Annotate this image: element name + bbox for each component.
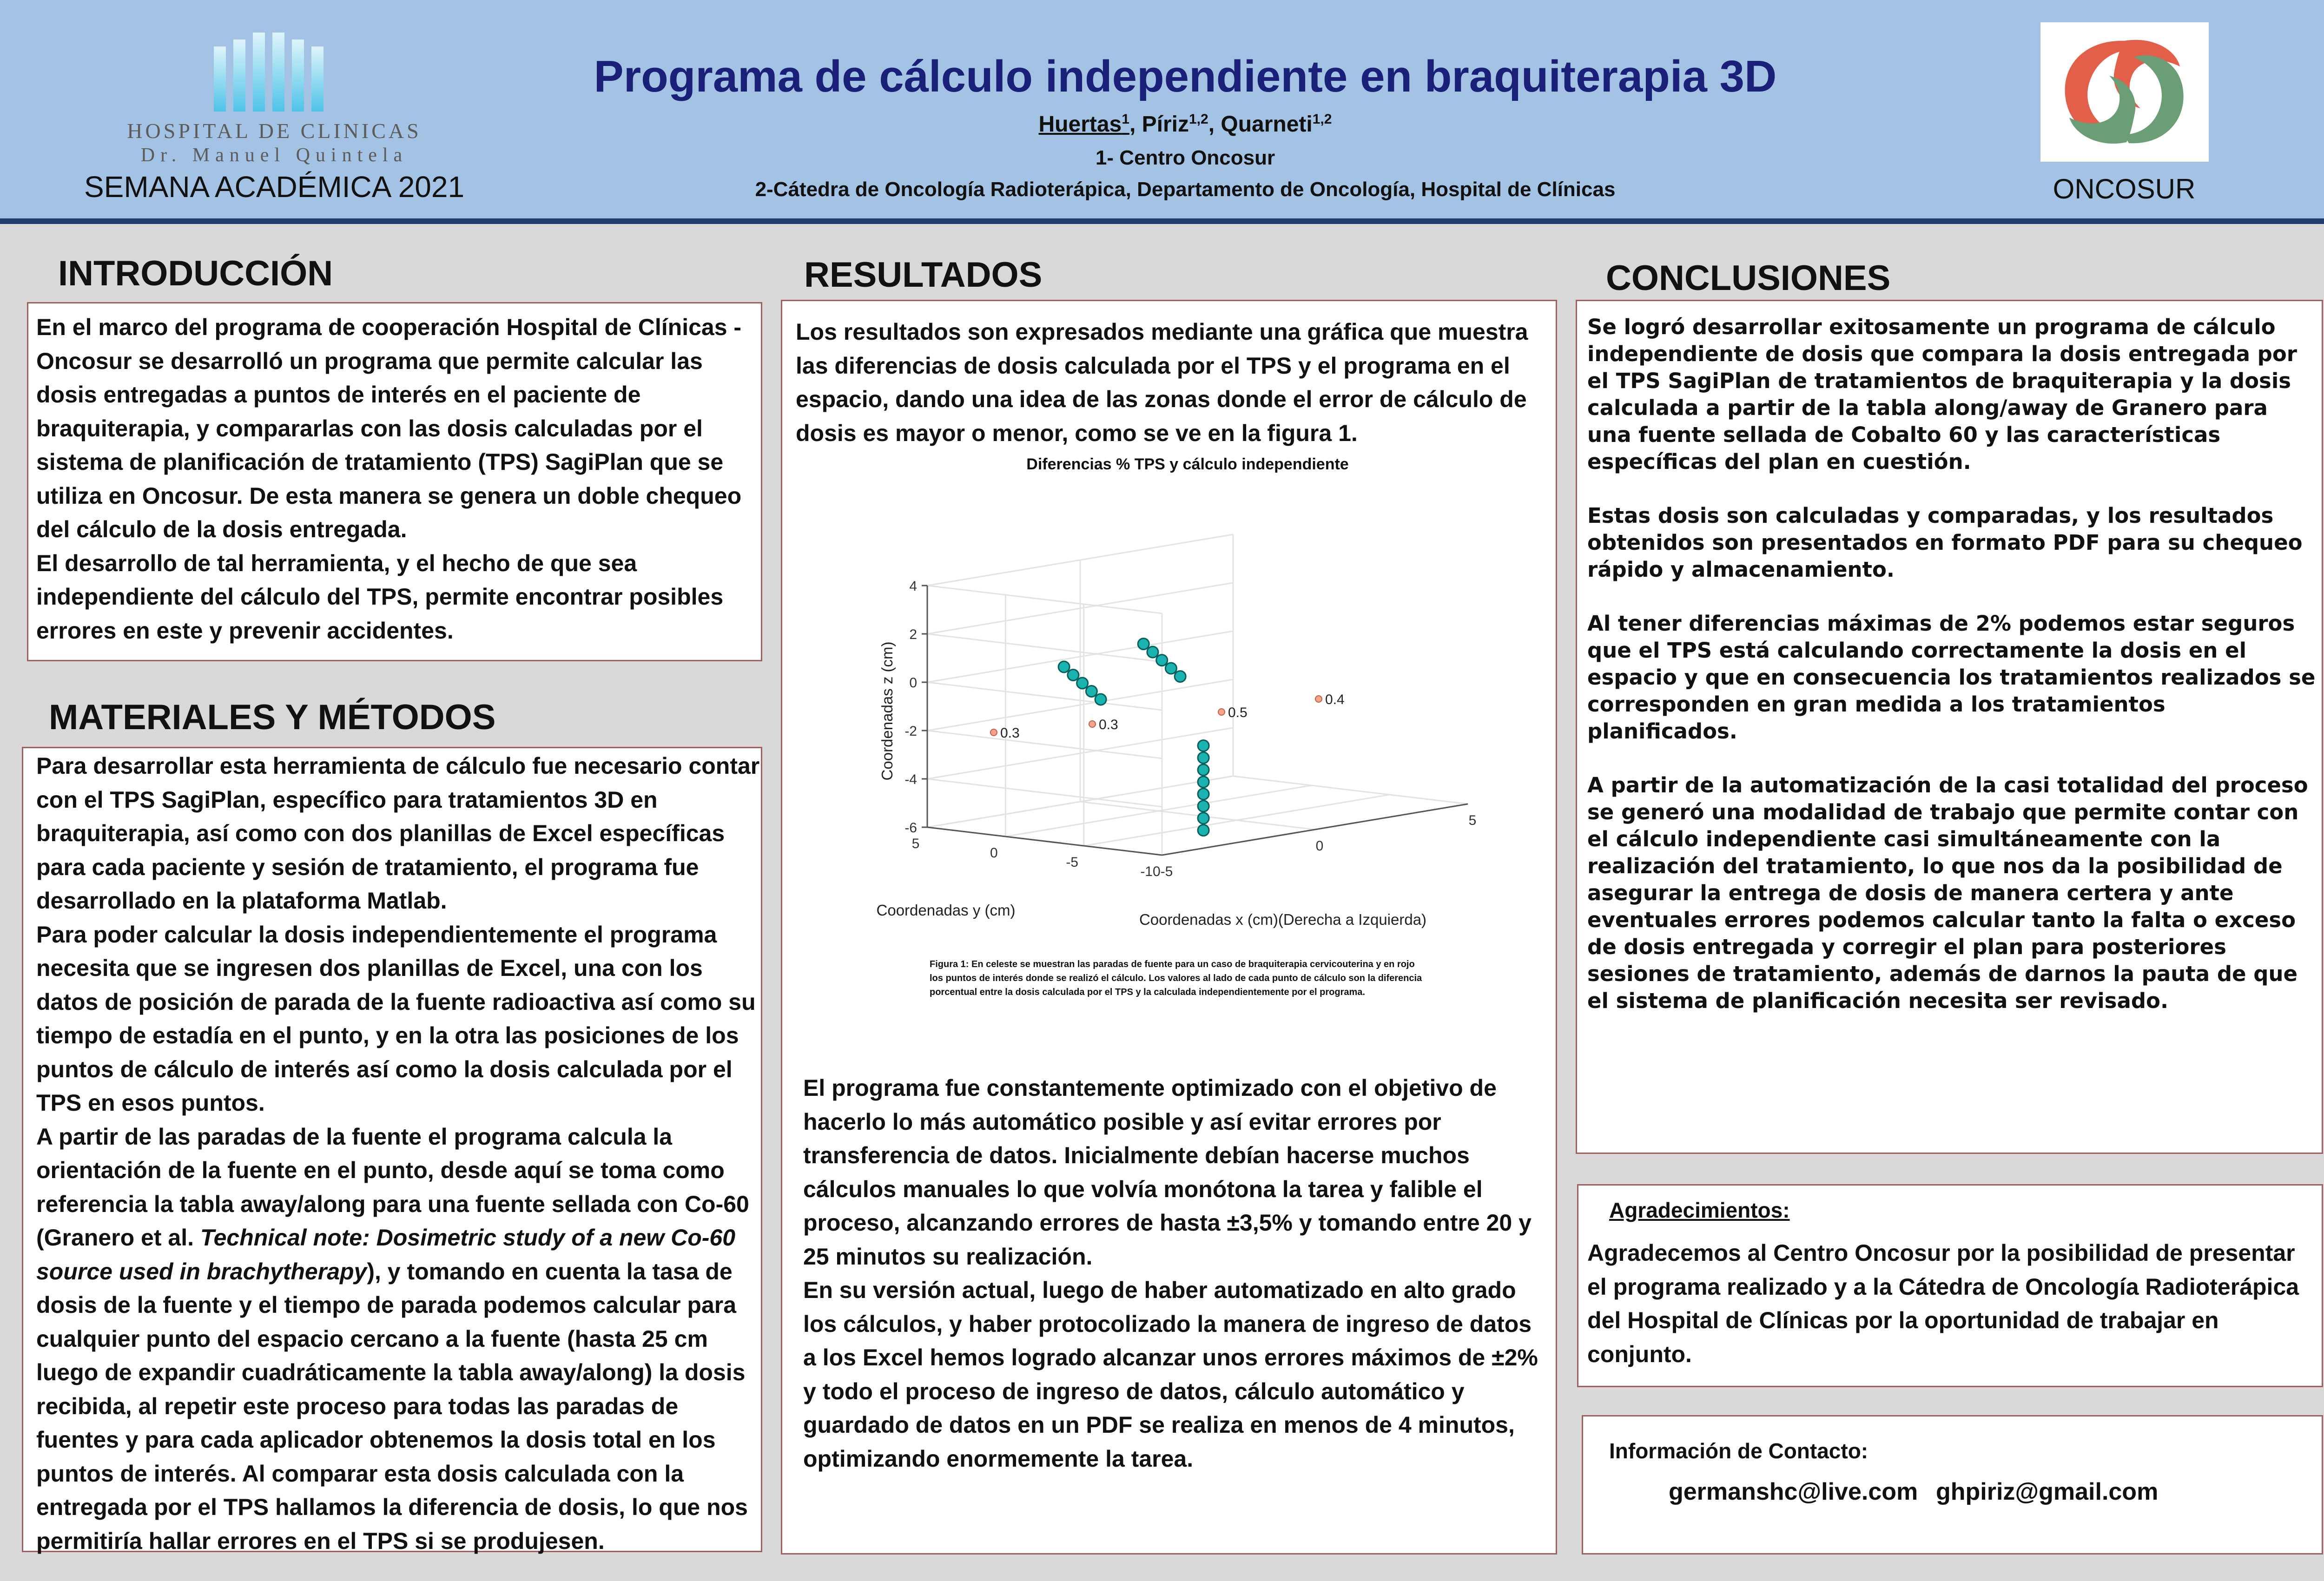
author-name: Píriz — [1142, 112, 1189, 137]
hospital-name: HOSPITAL DE CLINICAS — [127, 119, 422, 143]
z-axis-label: Coordenadas z (cm) — [878, 641, 896, 781]
source-stop-point — [1147, 646, 1158, 658]
calc-point-label: 0.5 — [1228, 705, 1248, 720]
reference-title: Technical note: Dosimetric study of a new Co-60 source used in brachytherapy — [36, 1225, 736, 1285]
figure-caption: Figura 1: En celeste se muestran las paradas de fuente para un caso de braquiterapia cervicouterina y en rojo los puntos de interés donde se realizó el cálculo. Los valores al lado de cada punto de cálculo son la diferencia porcentual entre la dosis calculada por el TPS y la calculada independientemente por el programa. — [930, 959, 1422, 997]
chart-title: Diferencias % TPS y cálculo independiente — [1026, 455, 1349, 473]
contact-email[interactable]: ghpiriz@gmail.com — [1936, 1478, 2159, 1505]
source-stop-point — [1165, 663, 1176, 674]
intro-paragraph: El desarrollo de tal herramienta, y el hecho de que sea independiente del cálculo del TPS, permite encontrar posibles errores en este y prevenir accidentes. — [36, 550, 724, 644]
y-tick-label: -5 — [1066, 855, 1079, 870]
z-tick-label: 4 — [909, 579, 917, 594]
acknowledgements-heading: Agradecimientos: — [1609, 1198, 1790, 1222]
hospital-clinicas-logo — [116, 28, 432, 167]
poster-title: Programa de cálculo independiente en braquiterapia 3D — [594, 52, 1777, 101]
y-tick-label: 5 — [911, 836, 920, 851]
author-affiliation-marker: 1,2 — [1312, 112, 1332, 127]
source-stop-point — [1175, 671, 1186, 682]
header-divider — [0, 218, 2324, 224]
source-stop-point — [1198, 801, 1209, 812]
source-stop-point — [1156, 655, 1168, 666]
source-stop-point — [1198, 825, 1209, 836]
z-tick-label: -4 — [905, 772, 917, 787]
intro-heading: INTRODUCCIÓN — [58, 254, 333, 293]
z-tick-label: -6 — [905, 820, 917, 836]
authors-line: Huertas$^1$, Píriz$^{1,2}$, Quarneti$^{1,2}$ — [1038, 112, 1332, 137]
source-stop-point — [1058, 661, 1070, 672]
z-tick-labels — [905, 579, 917, 836]
methods-paragraph: Para desarrollar esta herramienta de cálculo fue necesario contar con el TPS SagiPlan, específico para tratamientos 3D en braquiterapia, así como con dos planillas de Excel específicas para cada paciente y sesión de tratamiento, el programa fue desarrollado en la plataforma Matlab. — [36, 753, 760, 914]
calculation-points-series — [990, 692, 1345, 741]
conclusions-paragraph: Estas dosis son calculadas y comparadas, y los resultados obtenidos son presentados en formato PDF para su chequeo rápido y almacenamiento. — [1587, 503, 2303, 582]
source-stop-point — [1138, 639, 1149, 650]
source-stop-point — [1068, 670, 1079, 681]
conclusions-paragraph: Se logró desarrollar exitosamente un programa de cálculo independiente de dosis que compara la dosis entregada por el TPS SagiPlan de tratamientos de braquiterapia y la dosis calculada a partir de la tabla along/away de Granero para una fuente sellada de Cobalto 60 y las características específicas del plan en cuestión. — [1587, 315, 2297, 474]
author-affiliation-marker: 1,2 — [1188, 112, 1208, 127]
author-name: Quarneti — [1221, 112, 1313, 137]
x-axis-label: Coordenadas x (cm)(Derecha a Izquierda) — [1139, 911, 1427, 928]
dose-difference-3d-chart — [818, 446, 1497, 939]
calc-point-label: 0.4 — [1325, 692, 1345, 707]
results-heading: RESULTADOS — [804, 255, 1043, 295]
calc-point — [990, 729, 997, 736]
results-intro: Los resultados son expresados mediante una gráfica que muestra las diferencias de dosis calculada por el TPS y el programa en el espacio, dando una idea de las zonas donde el error de cálculo de dosis es mayor o menor, como se ve en la figura 1. — [796, 319, 1528, 446]
calc-point — [1089, 721, 1096, 727]
oncosur-label: ONCOSUR — [2053, 173, 2196, 204]
source-stop-point — [1086, 686, 1097, 697]
methods-paragraph: Para poder calcular la dosis independientemente el programa necesita que se ingresen dos planillas de Excel, una con los datos de posición de parada de la fuente radioactiva así como su tiempo de estadía en el punto, y en la otra las posiciones de los puntos de cálculo de interés así como la dosis calculada por el TPS en esos puntos. — [36, 921, 756, 1116]
hospital-subtitle: Dr. Manuel Quintela — [140, 145, 408, 166]
intro-paragraph: En el marco del programa de cooperación Hospital de Clínicas - Oncosur se desarrolló un programa que permite calcular las dosis entregadas a puntos de interés en el paciente de braquiterapia, y compararlas con las dosis calculadas por el sistema de planificación de tratamiento (TPS) SagiPlan que se utiliza en Oncosur. De esta manera se genera un doble chequeo del cálculo de la dosis entregada. — [36, 314, 742, 542]
author-affiliation-marker: 1 — [1122, 112, 1129, 127]
acknowledgements-text: Agradecemos al Centro Oncosur por la posibilidad de presentar el programa realizado y a la Cátedra de Oncología Radioterápica del Hospital de Clínicas por la oportunidad de trabajar en conjunto. — [1587, 1240, 2299, 1367]
conclusions-text — [1587, 314, 2317, 1041]
results-text — [803, 1071, 1547, 1476]
results-paragraph: El programa fue constantemente optimizado con el objetivo de hacerlo lo más automático posible y así evitar errores por transferencia de datos. Inicialmente debían hacerse muchos cálculos manuales lo que volvía monótona la tarea y falible el proceso, alcanzando errores de hasta ±3,5% y tomando entre 20 y 25 minutos su realización. — [803, 1075, 1532, 1270]
source-stop-point — [1077, 678, 1088, 689]
source-stop-point — [1198, 740, 1209, 751]
oncosur-logo — [2040, 22, 2209, 162]
author-name: Huertas — [1038, 112, 1122, 137]
calc-point — [1315, 696, 1322, 702]
y-axis-label: Coordenadas y (cm) — [876, 902, 1016, 919]
source-stop-point — [1198, 813, 1209, 824]
z-tick-label: -2 — [905, 724, 917, 739]
y-tick-label: 0 — [990, 845, 998, 861]
affiliation-1: 1- Centro Oncosur — [1095, 146, 1275, 169]
source-stop-point — [1198, 764, 1209, 776]
z-tick-label: 0 — [909, 675, 917, 691]
methods-text — [36, 749, 761, 1558]
methods-text-span: ), y tomando en cuenta la tasa de dosis de la fuente y el tiempo de parada podemos calcular para cualquier punto del espacio cercano a la fuente (hasta 25 cm luego de expandir cuadráticamente la tabla away/along) la dosis recibida, al repetir este proceso para todas las paradas de fuentes y para cada aplicador obtenemos la dosis total en los puntos de interés. Al comparar esta dosis calculada con la entregada por el TPS hallamos la diferencia de dosis, lo que nos permitiría hallar errores en el TPS si se produjesen. — [36, 1258, 748, 1554]
conclusions-heading: CONCLUSIONES — [1606, 258, 1891, 298]
oncosur-swirl-icon — [2040, 22, 2209, 162]
results-paragraph: En su versión actual, luego de haber automatizado en alto grado los cálculos, y haber protocolizado la manera de ingreso de datos a los Excel hemos logrado alcanzar unos errores máximos de ±2% y todo el proceso de ingreso de datos, cálculo automático y guardado de datos en un PDF se realiza en menos de 4 minutos, optimizando enormemente la tarea. — [803, 1277, 1538, 1472]
calc-point-label: 0.3 — [1099, 717, 1118, 732]
source-stop-point — [1198, 789, 1209, 800]
x-tick-label: -5 — [1160, 864, 1173, 879]
calc-point-label: 0.3 — [1000, 725, 1020, 741]
x-tick-labels — [1161, 813, 1477, 879]
methods-paragraph — [36, 1120, 761, 1558]
source-stop-point — [1198, 777, 1209, 788]
z-tick-label: 2 — [909, 627, 917, 642]
methods-heading: MATERIALES Y MÉTODOS — [49, 698, 496, 737]
hospital-building-icon — [214, 33, 330, 112]
source-stop-point — [1095, 694, 1106, 705]
contact-email[interactable]: germanshc@live.com — [1669, 1478, 1918, 1505]
contact-heading: Información de Contacto: — [1609, 1439, 1868, 1463]
affiliation-2: 2-Cátedra de Oncología Radioterápica, Departamento de Oncología, Hospital de Clínicas — [755, 178, 1616, 201]
methods-text-span: A partir de las paradas de la fuente el programa calcula la orientación de la fuente en el punto, desde aquí se toma como referencia la tabla away/along para una fuente sellada con Co-60 (Granero et al. — [36, 1123, 749, 1251]
y-tick-labels — [912, 836, 1161, 879]
x-tick-label: 5 — [1468, 813, 1477, 828]
calc-point — [1218, 709, 1225, 715]
conclusions-paragraph: A partir de la automatización de la casi totalidad del proceso se generó una modalidad de trabajo que permite contar con el cálculo independiente casi simultáneamente con la realización del tratamiento, lo que nos da la posibilidad de asegurar la entrega de dosis de manera certera y ante eventuales errores podemos calcular tanto la falta o exceso de dosis entregada y corregir el plan para posteriores sesiones de tratamiento, además de darnos la pauta de que el sistema de planificación necesita ser revisado. — [1587, 773, 2308, 1013]
conclusions-paragraph: Al tener diferencias máximas de 2% podemos estar seguros que el TPS está calculando correctamente la dosis en el espacio y que en consecuencia los tratamientos realizados se corresponden en gran medida a los tratamientos planificados. — [1587, 611, 2316, 744]
intro-text — [36, 310, 757, 647]
source-stop-point — [1198, 752, 1209, 764]
x-tick-label: 0 — [1315, 838, 1324, 854]
y-tick-label: -10 — [1140, 864, 1161, 879]
event-label: SEMANA ACADÉMICA 2021 — [84, 170, 465, 204]
